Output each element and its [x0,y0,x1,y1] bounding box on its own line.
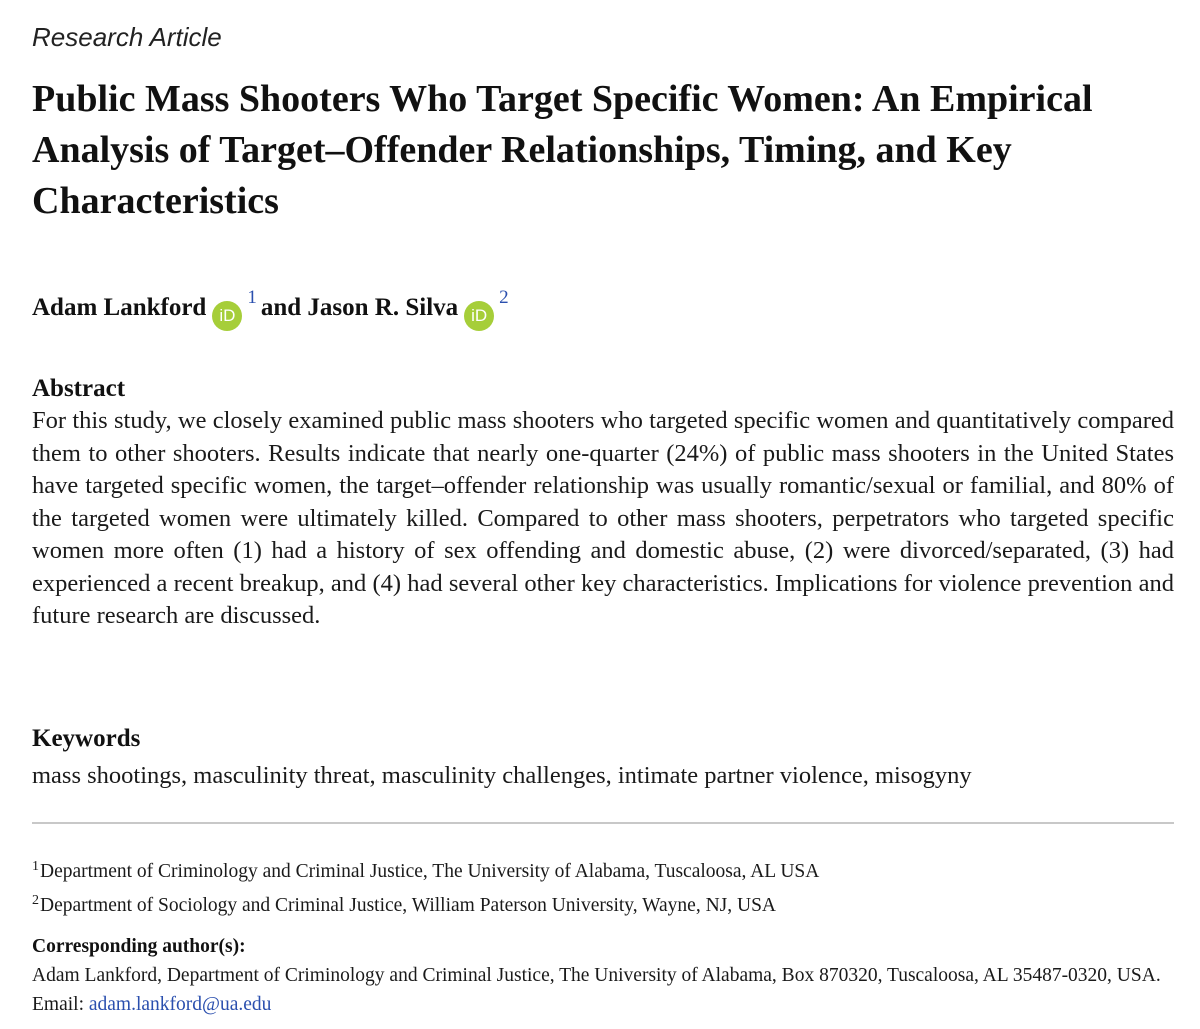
keywords-heading: Keywords [32,725,141,752]
orcid-icon[interactable]: iD [464,301,494,331]
email-link[interactable]: adam.lankford@ua.edu [88,994,272,1015]
corresponding-author-heading: Corresponding author(s): [32,936,246,957]
affiliation-link[interactable]: 2 [499,287,509,308]
section-divider [32,822,1174,824]
orcid-icon[interactable]: iD [212,301,242,331]
author-name: Adam Lankford [32,294,207,321]
affiliation-mark: 2 [32,893,39,908]
affiliation-text: Department of Criminology and Criminal Justice, The University of Alabama, Tuscaloosa, AL USA [40,861,820,882]
author-name: Jason R. Silva [307,294,459,321]
author-list [32,281,513,331]
affiliation-text: Department of Sociology and Criminal Justice, William Paterson University, Wayne, NJ, USA [40,895,777,916]
affiliation-list [32,852,819,920]
keywords-text: mass shootings, masculinity threat, masculinity challenges, intimate partner violence, misogyny [32,762,972,789]
article-title: Public Mass Shooters Who Target Specific Women: An Empirical Analysis of Target–Offender Relationships, Timing, and Key Characteristics [32,78,1093,222]
affiliation-item [32,886,819,920]
abstract-text: For this study, we closely examined public mass shooters who targeted specific women and quantitatively compared them to other shooters. Results indicate that nearly one-quarter (24%) of public mass shooters in the United States have targeted specific women, the target–offender relationship was usually romantic/sexual or familial, and 80% of the targeted women were ultimately killed. Compared to other mass shooters, perpetrators who targeted specific women more often (1) had a history of sex offending and domestic abuse, (2) were divorced/separated, (3) had experienced a recent breakup, and (4) had several other key characteristics. Implications for violence prevention and future research are discussed. [32,407,1174,629]
abstract-heading: Abstract [32,375,126,402]
affiliation-link[interactable]: 1 [247,287,257,308]
article-first-page [32,0,1174,1029]
article-type-label: Research Article [32,22,222,52]
author-connector: and [260,294,302,321]
affiliation-item [32,852,819,886]
corresponding-author-details: Adam Lankford, Department of Criminology and Criminal Justice, The University of Alabama, Box 870320, Tuscaloosa, AL 35487-0320, USA. Email: [32,965,1161,1015]
corresponding-author-text [32,961,1174,1019]
affiliation-mark: 1 [32,859,39,874]
